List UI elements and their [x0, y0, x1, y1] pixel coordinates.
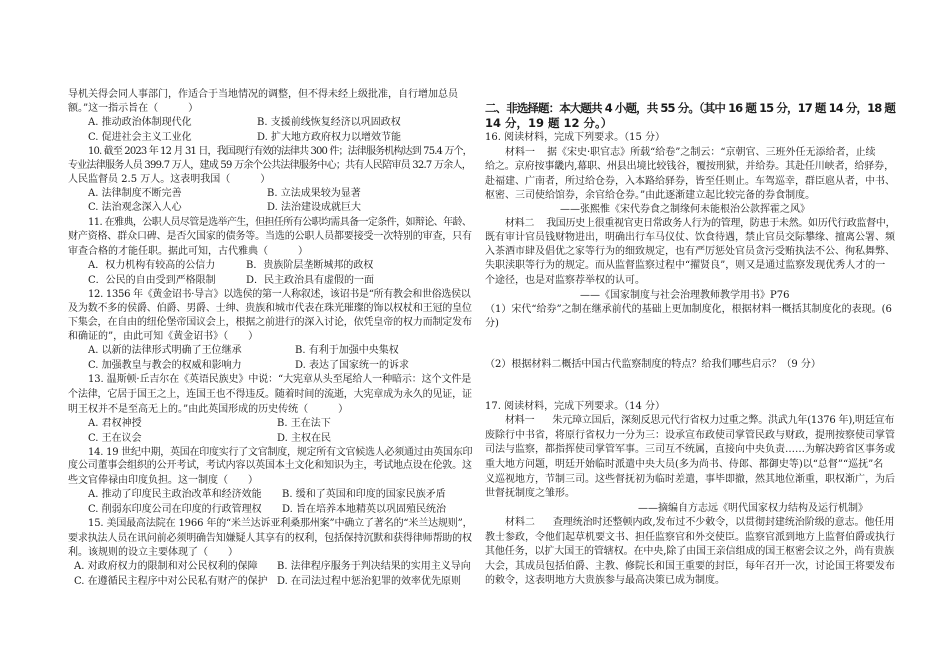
section-heading: 二、非选择题：本大题共 4 小题，共 55 分。（其中 16 题 15 分，17 题 14 分，18 题 [485, 101, 896, 115]
q16-material-1-line: 给之。京府按事畿内,幕职、州县出境比较钱谷，覆按刑狱，并给券。其赴任川峡者，给驿券， [485, 161, 894, 172]
q11-option-d: D．民主政治具有虚假的一面 [246, 275, 375, 286]
q11-option-b: B．贵族阶层垄断城邦的政权 [246, 260, 374, 271]
q17-material-1-line: 世督抚制度之雏形。 [485, 488, 575, 499]
q12-stem-line: 及为数不多的侯爵、伯爵、男爵、士绅、贵族和城市代表在珠光璀璨的饰以权杖和王冠的皇位 [68, 303, 472, 314]
q12-option-d: D. 表达了国家统一的诉求 [295, 360, 410, 371]
q16-material-1-label: 材料一 [505, 147, 535, 158]
q17-material-1-source: ——摘编自方志远《明代国家权力结构及运行机制》 [638, 503, 868, 514]
q9-option-b: B. 支援前线恢复经济以巩固政权 [257, 117, 401, 128]
q14-options-row [88, 488, 472, 501]
q12-option-b: B. 有利于加强中央集权 [295, 345, 399, 356]
q17-material-1-line: 废除行中书省，将原行省权力一分为三：设承宣布政使司掌管民政与财政，提刑按察使司掌管 [485, 430, 895, 441]
q14-options-row [88, 503, 472, 516]
q16-material-2-line: 既有审计官员钱财物进出，明确出行车马仪仗、饮食待遇，禁止官员交际攀缘、擅离公署、频 [485, 232, 895, 243]
q11-option-a: A．权力机构有较高的公信力 [88, 260, 216, 271]
q10-stem-line: 10. 截至 2023 年 12 月 31 日，我国现行有效的法律共 300 件；法律服务机构达到 75.4 万个， [88, 146, 472, 157]
q15-options-row [74, 560, 472, 573]
q10-option-c: C. 法治观念深入人心 [88, 202, 182, 213]
q13-option-a: A. 君权神授 [88, 418, 142, 429]
q16-sub-question-1: （1）宋代“给券”之制在继承前代的基础上更加制度化，根据材料一概括其制度化的表现。(6 [485, 304, 892, 315]
q16-sub-question-2: （2）根据材料二概括中国古代监察制度的特点？给我们哪些启示？（9 分） [485, 359, 821, 370]
q13-options-row [88, 432, 472, 445]
q15-option-a: A. 对政府权力的限制和对公民权利的保障 [74, 561, 258, 572]
q13-option-d: D. 主权在民 [277, 433, 332, 444]
q13-option-b: B. 王在法下 [277, 418, 331, 429]
section-heading: 14 分，19 题 12 分。） [485, 116, 613, 130]
q12-stem-line: 12. 1356 年《黄金诏书·导言》以选侯的第一人称叙述，该诏书是“所有教会和世俗选侯以 [88, 289, 471, 300]
q12-stem-line: 下集会，在自由的纽伦堡帝国议会上，根据之前进行的深入讨论，依凭皇帝的权力而制定发布 [68, 317, 472, 328]
q12-options-row [88, 359, 472, 372]
q17-title: 17. 阅读材料，完成下列要求。（14 分） [485, 401, 665, 412]
q9-option-c: C. 促进社会主义工业化 [88, 132, 192, 143]
q14-option-c: C. 削弱东印度公司在印度的行政管理权 [88, 504, 262, 515]
q17-material-1-line: 重大地方问题，明廷开始临时派遣中央大员(多为尚书、侍郎、都御史等)以“总督”“巡抚”名 [485, 459, 884, 470]
q16-material-2-source: ——《国家制度与社会治理教师教学用书》P76 [580, 290, 790, 301]
q17-material-2-first-line [505, 516, 895, 529]
q15-option-b: B. 法律程序服务于判决结果的实用主义导向 [277, 561, 471, 572]
q11-stem-line: 审查合格的才能任职。据此可知，古代雅典（ ） [68, 246, 308, 257]
q15-stem-line: 15. 美国最高法院在 1966 年的“米兰达诉亚利桑那州案”中确立了著名的“米兰达规则”， [88, 518, 473, 529]
q17-material-1-line: 义巡视地方，节制三司。这些督抚初为临时差遣，事毕即撤，然其地位渐重，职权渐广，为后 [485, 474, 895, 485]
q17-material-2-line: 教士参政，令他们起草机要文书、担任监察官和外交使臣。监察官派到地方上监督伯爵或执行 [485, 532, 895, 543]
q10-option-a: A. 法律制度不断完善 [88, 188, 182, 199]
q16-material-2-line: 我国历史上很重视官吏日常政务人行为的管理，防患于未然。如历代行政监督中， [546, 218, 896, 229]
q17-material-1-line: 司法与监察，都指挥使司掌管军事。三司互不统属，直接向中央负责……为解决跨省区事务或 [485, 444, 895, 455]
q14-stem-line: 度公司董事会组织的公开考试，考试内容以英国本土文化和知识为主，考试地点设在伦敦。这 [68, 460, 472, 471]
q16-material-2-line: 入茶酒市肆及倡优之家等行为的细致规定，也有严厉惩处官员贪污受贿执法不公、徇私舞弊、 [485, 246, 895, 257]
q15-options-row [74, 575, 472, 588]
q10-stem-line: 人民监督员 2.5 万人。这表明我国（ ） [68, 174, 271, 185]
q16-material-1-line: 赴福建、广南者，所过给仓券，入本路给驿券，皆至任则止。车驾巡幸，群臣扈从者，中书、 [485, 176, 895, 187]
q17-material-2-line: 大会，其成员包括伯爵、主教、修院长和国王重要的封臣，每年召开一次，讨论国王将要发布 [485, 561, 895, 572]
q15-option-c: C. 在遵循民主程序中对公民私有财产的保护 [74, 576, 268, 587]
q10-option-d: D. 法治建设成就巨大 [267, 202, 362, 213]
q14-option-b: B. 缓和了英国和印度的国家民族矛盾 [282, 489, 446, 500]
q10-options-row [88, 187, 472, 200]
q16-material-1-source: ——张熙惟《宋代券食之制缘何未能根治公款挥霍之风》 [560, 204, 810, 215]
q10-options-row [88, 201, 472, 214]
q13-stem-line: 个法律，它居于国王之上，连国王也不得违反。随着时间的流逝，大宪章成为永久的见证，证 [68, 389, 472, 400]
q9-option-d: D. 扩大地方政府权力以增效节能 [257, 132, 402, 143]
q9-stem-line: 导机关得会同人事部门，作适合于当地情况的调整，但不得未经上级批准，自行增加总员 [68, 89, 458, 100]
q9-options-row [88, 116, 472, 129]
q16-material-2-label: 材料二 [505, 218, 535, 229]
q16-material-2-line: 个途径，也是对监察荐举权的认可。 [485, 275, 645, 286]
q17-material-2-line: 的敕令，这表明地方大贵族参与最高决策已成为制度。 [485, 575, 725, 586]
q13-stem-line: 明王权并不是至高无上的。”由此英国形成的历史传统（ ） [68, 404, 349, 415]
q16-material-2-line: 失职渎职等行为的规定。而从监督监察过程中“擢贤良”，则又是通过监察发现优秀人才的一 [485, 260, 886, 271]
q17-material-1-first-line [505, 414, 895, 427]
q15-stem-line: 利。该规则的设立主要体现了（ ） [68, 547, 238, 558]
q16-material-2-first-line [505, 217, 895, 230]
q15-option-d: D. 在司法过程中惩治犯罪的效率优先原则 [277, 576, 462, 587]
q13-option-c: C. 王在议会 [88, 433, 142, 444]
q9-stem-line: 额。”这一指示旨在（ ） [68, 103, 199, 114]
q12-options-row [88, 344, 472, 357]
q13-options-row [88, 417, 472, 430]
q11-options-row [88, 259, 472, 272]
q17-material-2-line: 其他任务，以扩大国王的管辖权。在中央,除了由国王亲信组成的国王枢密会议之外，尚有贵族 [485, 546, 894, 557]
q17-material-2-label: 材料二 [505, 517, 535, 528]
q16-material-1-line: 枢密、三司使给馆券，余官给仓券。”由此逐渐建立起比较完备的券食制度。 [485, 190, 816, 201]
q17-material-2-line: 查理统治时还整顿内政,发布过不少敕令，以贯彻封建统治阶级的意志。他任用 [552, 517, 895, 528]
q13-stem-line: 13. 温斯顿·丘吉尔在《英语民族史》中说：“大宪章从头至尾给人一种暗示：这个文件是 [88, 374, 472, 385]
q17-material-1-line: 朱元璋立国后，深刻反思元代行省权力过重之弊。洪武九年(1376 年),明廷宣布 [552, 415, 895, 426]
q14-stem-line: 14. 19 世纪中期，英国在印度实行了文官制度，规定所有文官候选人必须通过由英国东印 [88, 447, 473, 458]
q9-option-a: A. 推动政治体制现代化 [88, 117, 192, 128]
q10-stem-line: 专业法律服务人员 399.7 万人，建成 59 万余个公共法律服务中心；共有人民陪审员 32.7 万余人， [68, 160, 471, 171]
q16-material-1-line: 据《宋史·职官志》所载“给卷”之制云：“京朝官、三班外任无添给者，止续 [547, 147, 876, 158]
q12-stem-line: 和确证的”，由此可知《黄金诏书》（ ） [68, 331, 259, 342]
q16-title: 16. 阅读材料，完成下列要求。（15 分） [485, 132, 665, 143]
q9-options-row [88, 131, 472, 144]
q16-material-1-first-line [505, 146, 895, 159]
q11-stem-line: 财产资格、群众口碑、是否欠国家的债务等。当选的公职人员都要接受一次特别的审查，只有 [68, 231, 472, 242]
q14-option-a: A. 推动了印度民主政治改革和经济效能 [88, 489, 262, 500]
q14-stem-line: 些文官俸禄由印度负担。这一制度（ ） [68, 475, 258, 486]
q14-option-d: D. 旨在培养本地精英以巩固殖民统治 [282, 504, 447, 515]
q10-option-b: B. 立法成果较为显著 [267, 188, 361, 199]
q17-material-1-label: 材料一 [505, 415, 535, 426]
q12-option-c: C. 加强教皇与教会的权威和影响力 [88, 360, 242, 371]
q15-stem-line: 要求执法人员在讯问前必须明确告知嫌疑人其享有的权利，包括保持沉默和获得律师帮助的权 [68, 533, 472, 544]
q12-option-a: A. 以新的法律形式明确了王位继承 [88, 345, 242, 356]
q16-sub-question-1: 分) [485, 318, 499, 329]
q11-stem-line: 11. 在雅典，公职人员尽管是选举产生，但担任所有公职均需具备一定条件，如辩论、年龄、 [88, 217, 472, 228]
q11-options-row [88, 274, 472, 287]
q11-option-c: C．公民的自由受到严格限制 [88, 275, 216, 286]
